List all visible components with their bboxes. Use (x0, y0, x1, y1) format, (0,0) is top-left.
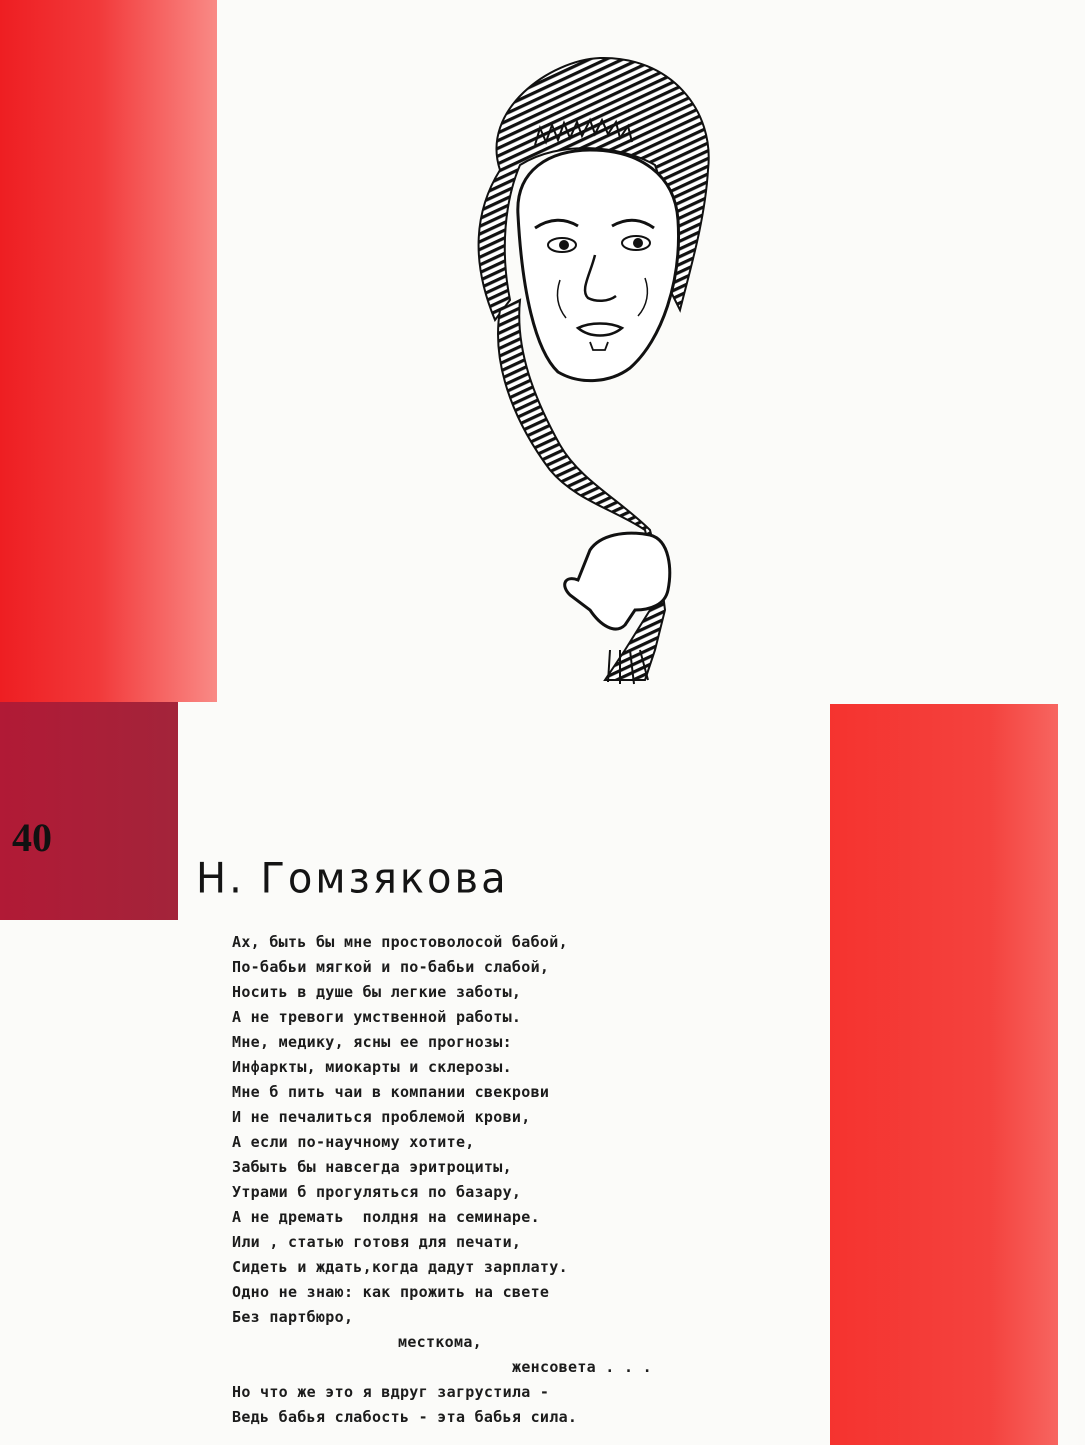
poem-line: Или , статью готовя для печати, (232, 1233, 522, 1251)
face-outline (518, 150, 679, 381)
page-number: 40 (12, 815, 52, 860)
poem-line: А не тревоги умственной работы. (232, 1008, 522, 1026)
poem (232, 930, 702, 1430)
red-panel-top-left (0, 0, 217, 702)
poem-line: Инфаркты, миокарты и склерозы. (232, 1058, 512, 1076)
poem-line: Мне, медику, ясны ее прогнозы: (232, 1033, 512, 1051)
poem-line: Сидеть и ждать,когда дадут зарплату. (232, 1258, 568, 1276)
poem-line: Без партбюро, (232, 1308, 354, 1326)
author-name: Н. Гомзякова (196, 854, 509, 904)
poem-line: А если по-научному хотите, (232, 1133, 475, 1151)
poem-line: И не печалиться проблемой крови, (232, 1108, 531, 1126)
poem-line: женсовета . . . (512, 1358, 652, 1376)
poem-line: Забыть бы навсегда эритроциты, (232, 1158, 512, 1176)
poem-line: Мне б пить чаи в компании свекрови (232, 1083, 550, 1101)
poem-line: Утрами б прогуляться по базару, (232, 1183, 522, 1201)
red-panel-right (830, 704, 1058, 1445)
poem-line: месткома, (398, 1333, 482, 1351)
poem-line: По-бабьи мягкой и по-бабьи слабой, (232, 958, 550, 976)
page-number-block (0, 702, 178, 920)
poem-line: А не дремать полдня на семинаре. (232, 1208, 540, 1226)
poem-line: Одно не знаю: как прожить на свете (232, 1283, 550, 1301)
portrait-caricature (440, 50, 720, 690)
poem-line: Но что же это я вдруг загрустила - (232, 1383, 550, 1401)
poem-line: Ведь бабья слабость - эта бабья сила. (232, 1408, 578, 1426)
poem-line: Ах, быть бы мне простоволосой бабой, (232, 933, 568, 951)
poem-line: Носить в душе бы легкие заботы, (232, 983, 522, 1001)
